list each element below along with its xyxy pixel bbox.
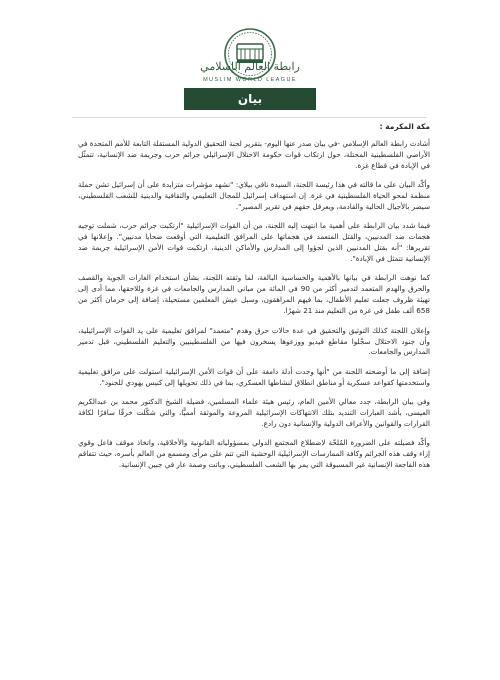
org-name-english: MUSLIM WORLD LEAGUE — [203, 77, 297, 83]
paragraph-4: كما نوهت الرابطة في بيانها بالأهمية والحساسية البالغة، لما وثقته اللجنة، بشأن استخدام الغارات الجوية والقصف والحرق والهدم المتعمد لتدمير أكثر من 90 في المائة من مباني المدارس والجامعات في غزة وللاحقها، مما أدى إلى تهيئة ظروف جعلت تعليم الأطفال، بما فيهم المراهقون، وسبل عيش المعلمين مستحيلة، إضافة إلى حرمان أكثر من 658 ألف طفل في غزة من التعليم منذ 21 شهرًا. — [78, 273, 430, 316]
paragraph-2: وأكّد البيان على ما قالته في هذا رئيسة اللجنة، السيدة نافي بيلاي: "نشهد مؤشرات متزايدة على أن إسرائيل تشن حملة منظمة لمحو الحياة الفلسطينية في غزة. إن استهداف إسرائيل للمجال التعليمي والثقافية والدينية للشعب الفلسطيني، سيضر بالأجيال الحالية والقادمة، ويعرقل حقهم في تقرير المصير". — [78, 180, 430, 211]
header-divider — [72, 117, 427, 118]
paragraph-5: وإعلان اللجنة كذلك التوثيق والتحقيق في عدة حالات حرق وهدم "متعمد" لمرافق تعليمية على يد القوات الإسرائيلية، وأن جنود الاحتلال سجّلوا مقاطع فيديو ووزعوها يسخرون فيها من الفلسطينيين والتعليم الفلسطيني، قبل تدمير المدارس والجامعات. — [78, 325, 430, 357]
paragraph-7: وفي بيان الرابطة، جدد معالي الأمين العام، رئيس هيئة علماء المسلمين، فضيلة الشيخ الدكتور محمد بن عبدالكريم العيسى، بأشد العبارات التنديد بتلك الانتهاكات الإسرائيلية المروعة والموثقة أمميًّا، والتي شكّلت خرقًا سافرًا لكافة القرارات والقوانين والأعراف الدولية والإنسانية دون رادع. — [78, 397, 430, 428]
statement-body — [78, 122, 430, 642]
statement-badge: بيان — [184, 88, 316, 110]
paragraph-1: أشادت رابطة العالم الإسلامي -في بيان صدر عنها اليوم- بتقرير لجنة التحقيق الدولية المستقلة التابعة للأمم المتحدة في الأراضي الفلسطينية المحتلة، حول ارتكاب قوات حكومة الاحتلال الإسرائيلي جرائم حرب وجريمة ضد الإنسانية، تتمثّل في الإبادة في قطاع غزة. — [78, 138, 430, 170]
statement-header — [0, 0, 500, 108]
paragraph-3: فيما شدد بيان الرابطة على أهمية ما انتهت إليه اللجنة، من أن القوات الإسرائيلية "ارتكبت جرائم حرب، شملت توجيه هجمات ضد المدنيين، والقتل المتعمد في هجماتها على المرافق التعليمية التي أوقعت ضحايا مدنيين". وإعلانها في تقريرها: "أنه بقتل المدنيين الذين لجؤوا إلى المدارس والأماكن الدينية، ارتكبت قوات الأمن الإسرائيلية جريمة ضد الإنسانية تتمثل في الإبادة". — [78, 221, 430, 264]
org-name-arabic: رابطة العالم الإسلامي — [200, 60, 300, 73]
paragraph-6: إضافة إلى ما أوضحته اللجنة من "أنها وجدت أدلة دامغة على أن قوات الأمن الإسرائيلية استولت على مرافق تعليمية واستخدمتها كقواعد عسكرية أو مناطق انطلاق لنشاطها العسكري، بما في ذلك تحويلها إلى كنيس يهودي للجنود". — [78, 366, 430, 387]
statement-place: مكة المكرمة : — [379, 122, 430, 131]
paragraph-8: وأكّد فضيلته على الضرورة المُلحّة لاضطلاع المجتمع الدولي بمسؤولياته القانونية والأخلاقية، واتخاذ موقف فاعل وقوي إزاء وقف هذه الجرائم وكافة الممارسات الإسرائيلية الوحشية التي تتم على مرأى ومسمع من العالم بأسره، حيث تتفاقم هذه الفاجعة الإنسانية غير المسبوقة التي يمر بها الشعب الفلسطيني، وباتت وصمة عار في جبين الإنسانية. — [78, 438, 430, 470]
